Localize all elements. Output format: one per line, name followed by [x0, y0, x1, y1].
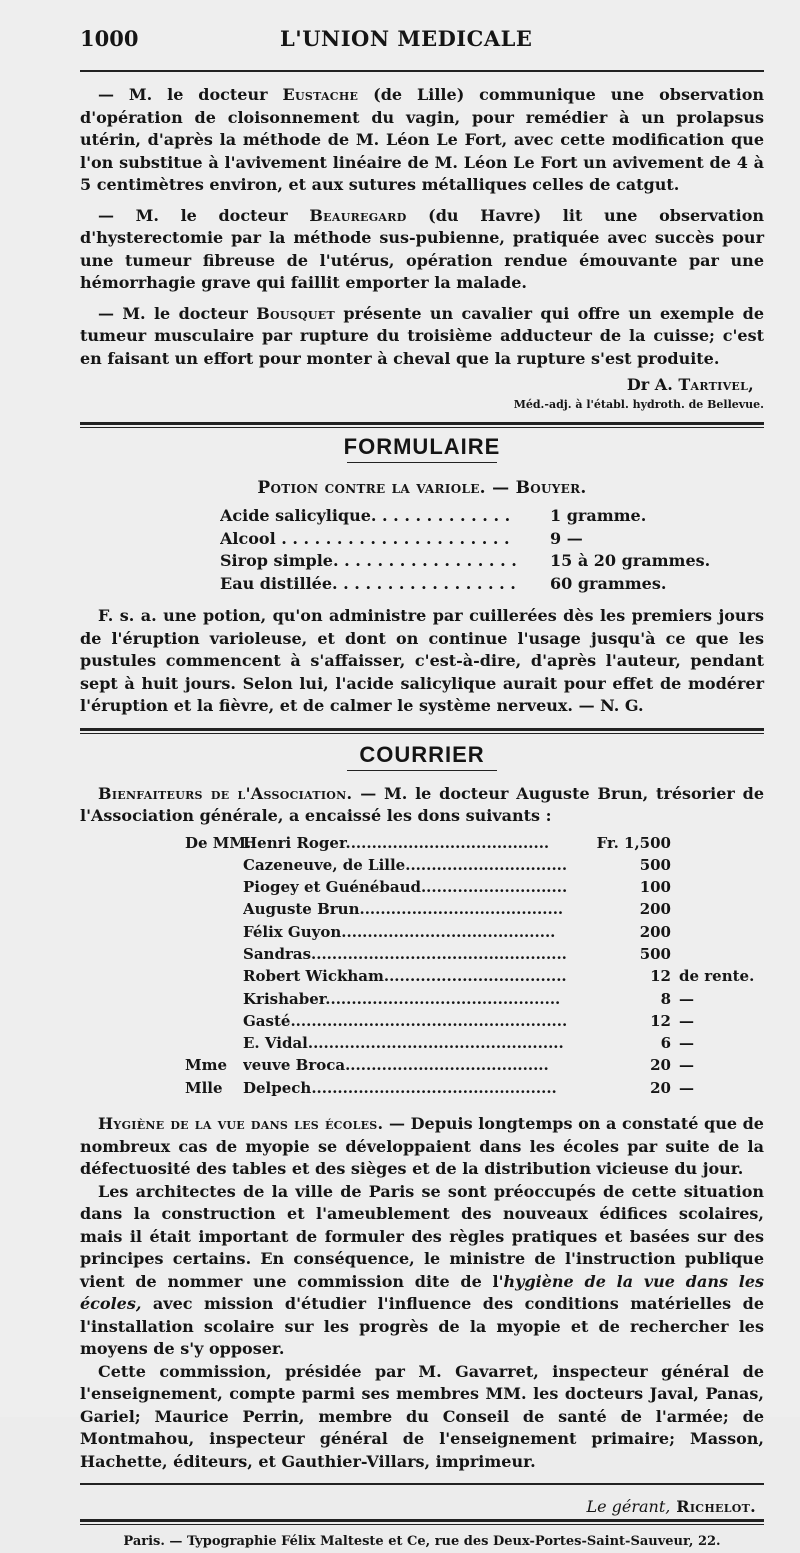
author-name: Beauregard — [309, 205, 407, 225]
communication-beauregard: — M. le docteur Beauregard (du Havre) lit une observation d'hysterectomie par la méthode sus-pubienne, pratiquée avec succès pour une tumeur fibreuse de l'utérus, opération rendue émouvante par une hémorrhagie grave qui faillit emporter la malade. — [80, 205, 765, 292]
page-header — [80, 26, 764, 70]
commission-paragraph: Cette commission, présidée par M. Gavarret, inspecteur général de l'enseignement, compte parmi ses membres MM. les docteurs Javal, Panas, Gariel; Maurice Perrin, membre du Conseil de santé de l'armée; de Montmahou, inspecteur général de l'enseignement primaire; Masson, Hachette, éditeurs, et Gauthier-Villars, imprimeur. — [80, 1361, 764, 1471]
imprint-line: Paris. — Typographie Félix Malteste et Ce, rue des Deux-Portes-Saint-Sauveur, 22. — [123, 1534, 721, 1550]
recipe-row: Sirop simple. . . . . . . . . . . . . . . . . 15 à 20 grammes. — [220, 551, 711, 570]
donor-row: Cazeneuve, de Lille............................... 500 — [243, 855, 671, 874]
architects-paragraph: Les architectes de la ville de Paris se sont préoccupés de cette situation dans la construction et l'ameublement des nouveaux édifices scolaires, mais il était important de formuler des règles pratiques et basées sur des principes certains. En conséquence, le ministre de l'instruction publique vient de nommer une commission dite de l'hygiène de la vue dans les écoles, avec mission d'étudier l'influence des conditions matérielles de l'installation scolaire sur les progrès de la myopie et de rechercher les moyens de s'y opposer. — [80, 1181, 765, 1359]
recipe-row: Alcool . . . . . . . . . . . . . . . . . . . . . 9 — — [220, 528, 583, 548]
hygiene-heading: Hygiène de la vue dans les écoles. — [98, 1114, 384, 1134]
bienfaiteurs-paragraph: Bienfaiteurs de l'Association. — M. le docteur Auguste Brun, trésorier de l'Association générale, a encaissé les dons suivants : — [80, 783, 764, 825]
signature-affiliation: Méd.-adj. à l'établ. hydroth. de Bellevue. — [513, 398, 764, 411]
donor-list — [185, 832, 785, 1100]
formulaire-text: F. s. a. une potion, qu'on administre par cuillerées dès les premiers jours de l'éruption varioleuse, et dont on continue l'usage jusqu'à ce que les pustules commencent à s'affaisser, c'est-à-dire, d'après l'auteur, pendant sept à huit jours. Selon lui, l'acide salicylique aurait pour effet de modérer l'éruption et la fièvre, et de calmer le système nerveux. — N. G. — [80, 606, 764, 715]
communication-eustache: — M. le docteur Eustache (de Lille) communique une observation d'opération de cloisonnement du vagin, pour remédier à un prolapsus utérin, d'après la méthode de M. Léon Le Fort, avec cette modification que l'on substitue à l'avivement linéaire de M. Léon Le Fort un avivement de 4 à 5 centimètres environ, et aux sutures métalliques celles de catgut. — [80, 85, 764, 194]
hygiene-paragraph: Hygiène de la vue dans les écoles. — Depuis longtemps on a constaté que de nombreux cas de myopie se développaient dans les écoles par suite de la défectuosité des tables et des sièges et de la distribution vicieuse du jour. — [80, 1114, 764, 1179]
donor-row: Robert Wickham................................... 12 de rente. — [243, 967, 755, 986]
donor-row: Sandras................................................. 500 — [243, 944, 671, 963]
donor-row: Mme veuve Broca....................................... 20 — — [185, 1056, 694, 1075]
journal-title: L'UNION MEDICALE — [280, 26, 533, 51]
gerant-line: Le gérant, Richelot. — [586, 1497, 756, 1517]
communication-bousquet: — M. le docteur Bousquet présente un cavalier qui offre un exemple de tumeur musculaire par rupture du troisième adducteur de la cuisse; c'est en faisant un effort pour monter à cheval que la rupture s'est produite. — [80, 303, 764, 368]
donor-row: Auguste Brun....................................... 200 — [243, 900, 671, 919]
donor-row: E. Vidal................................................. 6 — — [243, 1034, 694, 1053]
author-name: Eustache — [282, 85, 359, 104]
author-name: Bousquet — [256, 303, 335, 323]
donor-row: Krishaber............................................. 8 — — [243, 989, 694, 1008]
recipe-row: Acide salicylique. . . . . . . . . . . . . 1 gramme. — [220, 506, 647, 525]
formulaire-title: FORMULAIRE — [343, 434, 501, 459]
bienfaiteurs-heading: Bienfaiteurs de l'Association. — [98, 783, 353, 803]
recipe-list — [220, 505, 720, 595]
donor-row: Gasté..................................................... 12 — — [243, 1011, 694, 1030]
potion-title: Potion contre la variole. — Bouyer. — [257, 478, 587, 498]
donor-row: De MM. Henri Roger....................................... Fr. 1,500 — [185, 833, 671, 852]
recipe-row: Eau distillée. . . . . . . . . . . . . . . . . 60 grammes. — [220, 573, 667, 593]
donor-row: Mlle Delpech............................................... 20 — — [185, 1078, 694, 1097]
signature-name: Dr A. Tartivel, — [626, 375, 754, 394]
donor-row: Piogey et Guénébaud............................ 100 — [243, 878, 671, 897]
donor-row: Félix Guyon......................................... 200 — [243, 922, 671, 941]
page-number: 1000 — [80, 26, 139, 51]
courrier-title: COURRIER — [359, 741, 485, 767]
